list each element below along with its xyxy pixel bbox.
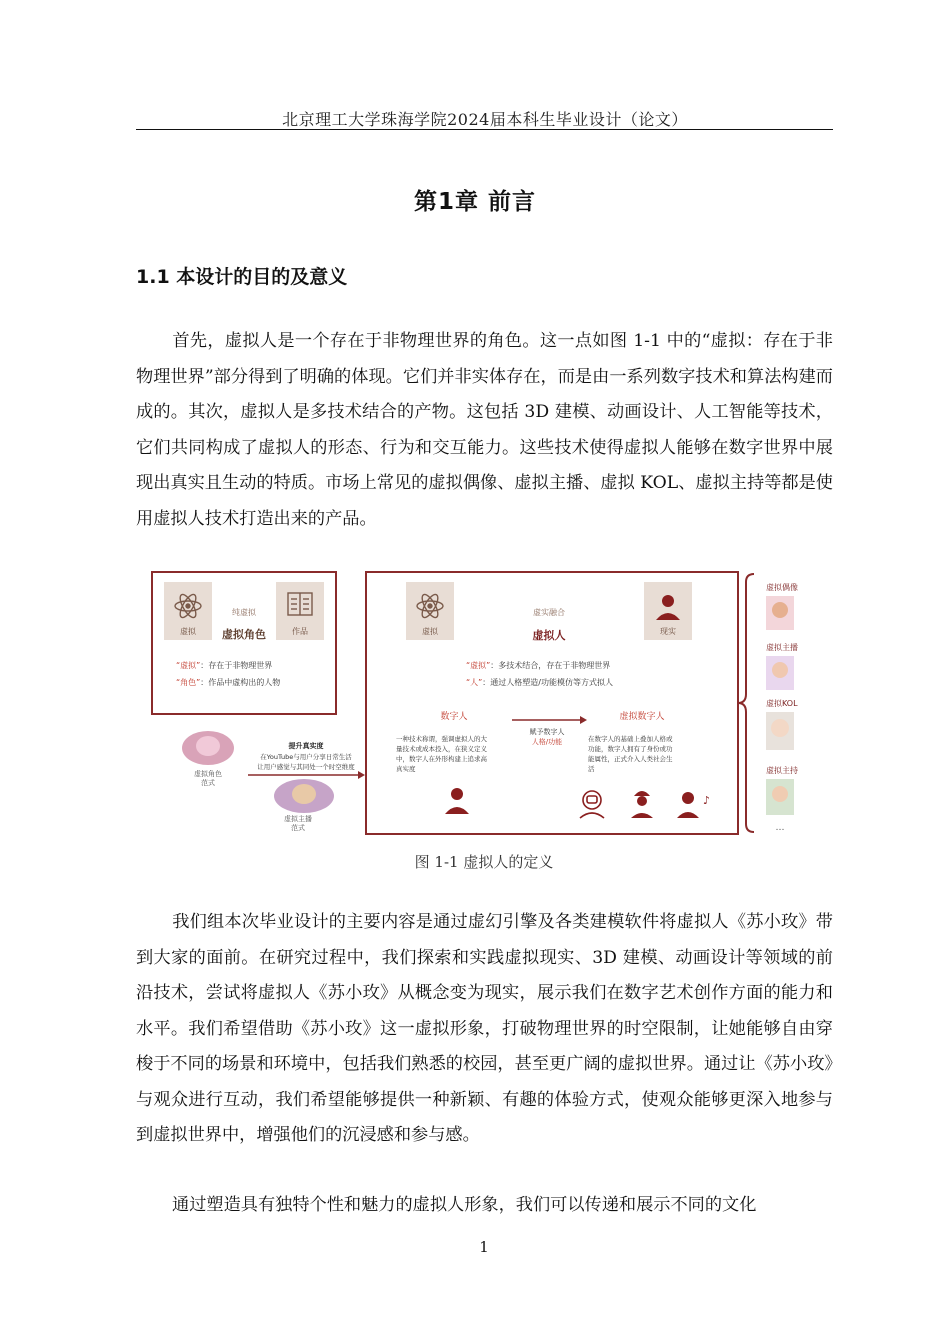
paragraph-1 <box>136 324 833 537</box>
singer-icon <box>677 792 710 818</box>
left-icon-left-label: 虚拟 <box>180 627 196 636</box>
col-1-text-2: 量技术或成本投入，在狭义定义 <box>396 745 487 753</box>
header-rule <box>136 129 833 130</box>
paragraph-2-text: 我们组本次毕业设计的主要内容是通过虚幻引擎及各类建模软件将虚拟人《苏小玫》带到大家的面前。在研究过程中，我们探索和实践虚拟现实、3D 建模、动画设计等领域的前沿技术，尝试将虚拟人《苏小玫》从概念变为现实，展示我们在数字艺术创作方面的能力和水平。我们希望借助《苏小玫》这一虚拟形象，打破物理世界的时空限制，让她能够自由穿梭于不同的场景和环境中，包括我们熟悉的校园，甚至更广阔的虚拟世界。通过让《苏小玫》与观众进行互动，我们希望能够提供一种新颖、有趣的体验方式，使观众能够更深入地参与到虚拟世界中，增强他们的沉浸感和参与感。 <box>136 912 833 1145</box>
section-title: 1.1 本设计的目的及意义 <box>136 266 348 288</box>
paragraph-3 <box>136 1188 833 1224</box>
bracket <box>738 574 754 832</box>
left-box-line-1 <box>176 660 272 670</box>
photo-1-label-a: 虚拟角色 <box>194 770 222 778</box>
center-icon-left-label: 虚拟 <box>422 627 438 636</box>
center-box-line-2-key: “人” <box>466 678 483 687</box>
right-list-item-3: 虚拟KOL <box>766 699 798 708</box>
left-box-line-1-text: ：存在于非物理世界 <box>200 661 273 670</box>
person-icon-bottom <box>445 788 469 814</box>
avatar-photo-1-highlight <box>196 736 220 756</box>
left-box-line-2-text: ：作品中虚构出的人物 <box>200 678 281 687</box>
arrow-note-line-2: 让用户感觉与其同处一个时空维度 <box>257 763 355 771</box>
col-2-text-3: 能属性，正式介入人类社会生 <box>588 755 673 763</box>
center-box-line-1 <box>466 660 610 671</box>
left-box-subtitle: 纯虚拟 <box>232 608 256 617</box>
left-box-line-1-key: “虚拟” <box>176 661 201 670</box>
col-2-title: 虚拟数字人 <box>619 712 665 722</box>
svg-text:♪: ♪ <box>703 794 711 807</box>
left-icon-right-label: 作品 <box>292 627 308 636</box>
paragraph-1-text: 首先，虚拟人是一个存在于非物理世界的角色。这一点如图 1-1 中的“虚拟：存在于非物理世界”部分得到了明确的体现。它们并非实体存在，而是由一系列数字技术和算法构建而成的。其次，虚拟人是多技术结合的产物。这包括 3D 建模、动画设计、人工智能等技术，它们共同构成了虚拟人的形态、行为和交互能力。这些技术使得虚拟人能够在数字世界中展现出真实且生动的特质。市场上常见的虚拟偶像、虚拟主播、虚拟 KOL、虚拟主持等都是使用虚拟人技术打造出来的产品。 <box>136 331 833 529</box>
col-1-title: 数字人 <box>440 712 468 722</box>
photo-2-label-a: 虚拟主播 <box>284 815 312 823</box>
avatar-streamer-face <box>772 662 788 678</box>
left-box-line-2 <box>176 677 280 687</box>
arrow-note-line-1: 在YouTube与用户分享日常生活 <box>260 753 352 761</box>
right-list-item-1: 虚拟偶像 <box>766 583 798 592</box>
avatar-host-face <box>772 786 788 802</box>
avatar-idol-face <box>772 602 788 618</box>
figure-1-1 <box>150 568 836 844</box>
mid-label-1: 赋予数字人 <box>529 728 565 736</box>
page-number: 1 <box>479 1238 489 1256</box>
center-box-line-2-text: ：通过人格塑造/功能模仿等方式拟人 <box>482 678 613 687</box>
mid-arrow-head <box>580 716 587 724</box>
left-box-title: 虚拟角色 <box>222 628 266 641</box>
left-box-line-2-key: “角色” <box>176 678 201 687</box>
right-list-item-4: 虚拟主持 <box>766 766 798 775</box>
page-header: 北京理工大学珠海学院2024届本科生毕业设计（论文） <box>282 110 688 129</box>
center-icon-right-label: 现实 <box>660 627 676 636</box>
center-box-line-1-key: “虚拟” <box>466 661 491 670</box>
center-box-line-1-text: ：多技术结合，存在于非物理世界 <box>490 661 611 670</box>
mid-label-2: 人格/功能 <box>531 738 563 746</box>
col-1-text-4: 真实度 <box>396 765 416 773</box>
chapter-title: 第1章 前言 <box>413 189 536 215</box>
astronaut-icon <box>580 791 604 818</box>
col-2-text-2: 功能，数字人拥有了身份或功 <box>588 745 673 753</box>
paragraph-3-text: 通过塑造具有独特个性和魅力的虚拟人形象，我们可以传递和展示不同的文化 <box>172 1195 757 1215</box>
right-list-item-2: 虚拟主播 <box>766 643 798 652</box>
avatar-photo-2-highlight <box>292 784 316 804</box>
arrow-note-title: 提升真实度 <box>288 742 324 750</box>
paragraph-2 <box>136 905 833 1154</box>
col-1-text-1: 一种技术称谓，强调虚拟人的大 <box>396 735 487 743</box>
photo-2-label-b: 范式 <box>291 824 305 832</box>
avatar-kol-face <box>771 719 789 737</box>
col-2-text-4: 活 <box>588 765 595 773</box>
col-1-text-3: 中，数字人在外形构建上追求高 <box>396 755 487 763</box>
worker-icon <box>631 791 653 818</box>
center-box-subtitle: 虚实融合 <box>533 608 565 617</box>
center-box-line-2 <box>466 677 613 687</box>
col-2-text-1: 在数字人的基础上叠加人格或 <box>588 735 673 743</box>
arrow-head <box>358 771 365 779</box>
right-list-more: … <box>775 823 785 833</box>
figure-caption: 图 1-1 虚拟人的定义 <box>414 853 554 871</box>
photo-1-label-b: 范式 <box>201 779 215 787</box>
center-box-title: 虚拟人 <box>532 629 566 642</box>
